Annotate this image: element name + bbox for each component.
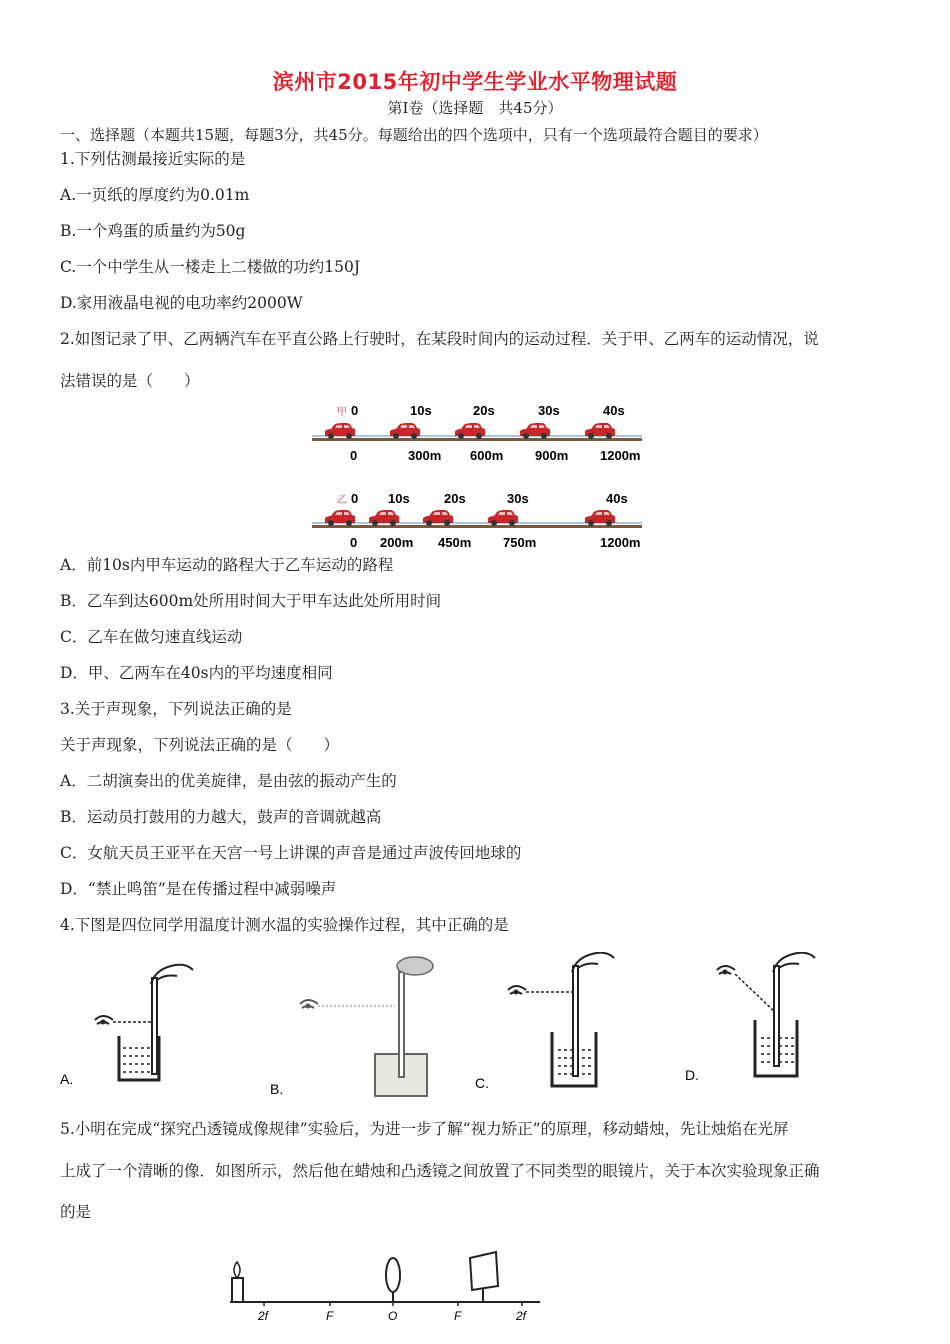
car-a-dist-4: 1200m (600, 448, 641, 463)
q3-stem: 3.关于声现象，下列说法正确的是 (60, 700, 292, 718)
q1-option-c: C.一个中学生从一楼走上二楼做的功约150J (60, 258, 361, 276)
car-a-time-2: 20s (473, 403, 495, 418)
q1-option-d: D.家用液晶电视的电功率约2000W (60, 294, 303, 312)
q4-figure-b (300, 957, 433, 1096)
q4-label-c: C. (475, 1075, 489, 1091)
axis-label-o: O (388, 1309, 398, 1323)
q4-figure-a (95, 965, 193, 1080)
car-b-dist-1: 200m (380, 535, 414, 550)
car-a-time-1: 10s (410, 403, 432, 418)
q4-thermometer-figure (55, 952, 875, 1102)
car-a-dist-2: 600m (470, 448, 504, 463)
car-a-0 (325, 423, 355, 439)
car-a-time-0: 0 (351, 403, 359, 418)
q4-figure-c (508, 953, 614, 1086)
q2-option-d: D．甲、乙两车在40s内的平均速度相同 (60, 664, 333, 682)
car-a-1 (390, 423, 420, 439)
car-a-2 (455, 423, 485, 439)
candle (232, 1262, 243, 1302)
q5-stem-line3: 的是 (60, 1203, 92, 1221)
q5-stem-line1: 5.小明在完成“探究凸透镜成像规律”实验后，为进一步了解“视力矫正”的原理，移动蜡烛，先让烛焰在光屏 (60, 1120, 789, 1138)
q1-option-b: B.一个鸡蛋的质量约为50g (60, 222, 246, 240)
q5-optical-bench-figure (220, 1250, 550, 1344)
q5-stem-line2: 上成了一个清晰的像．如图所示，然后他在蜡烛和凸透镜之间放置了不同类型的眼镜片，关于本次实验现象正确 (60, 1162, 820, 1180)
car-b-4 (585, 510, 615, 526)
car-b-time-2: 20s (444, 491, 466, 506)
q4-label-d: D. (685, 1067, 699, 1083)
car-b-dist-4: 1200m (600, 535, 641, 550)
q3-option-c: C．女航天员王亚平在天宫一号上讲课的声音是通过声波传回地球的 (60, 844, 522, 862)
car-b-time-1: 10s (388, 491, 410, 506)
car-b-dist-3: 750m (503, 535, 537, 550)
car-a-time-4: 40s (603, 403, 625, 418)
q2-option-a: A．前10s内甲车运动的路程大于乙车运动的路程 (60, 556, 394, 574)
axis-label-2f-right: 2f (516, 1309, 527, 1323)
q2-car-motion-figure (310, 398, 650, 550)
car-b-time-3: 30s (507, 491, 529, 506)
exam-title: 滨州市2015年初中学生学业水平物理试题 (272, 70, 678, 94)
axis-label-2f-left: 2f (258, 1309, 269, 1323)
q1-option-a: A.一页纸的厚度约为0.01m (60, 186, 250, 204)
axis-label-f-right: F (454, 1309, 462, 1323)
q3-option-b: B．运动员打鼓用的力越大，鼓声的音调就越高 (60, 808, 382, 826)
q4-figure-d (717, 953, 815, 1076)
section-heading: 一、选择题（本题共15题，每题3分，共45分。每题给出的四个选项中，只有一个选项最符合题目的要求） (60, 126, 768, 144)
axis-label-f-left: F (326, 1309, 334, 1323)
q2-stem-line1: 2.如图记录了甲、乙两辆汽车在平直公路上行驶时，在某段时间内的运动过程．关于甲、乙两车的运动情况，说 (60, 330, 819, 348)
car-a-dist-3: 900m (535, 448, 569, 463)
car-b-label: 乙 (337, 495, 347, 506)
car-a-label: 甲 (337, 407, 347, 418)
car-b-2 (423, 510, 453, 526)
car-a-3 (520, 423, 550, 439)
q2-option-b: B．乙车到达600m处所用时间大于甲车达此处所用时间 (60, 592, 442, 610)
convex-lens (386, 1258, 400, 1302)
light-screen (470, 1252, 498, 1302)
car-a-dist-0: 0 (350, 448, 358, 463)
car-b-1 (369, 510, 399, 526)
exam-subtitle: 第Ⅰ卷（选择题 共45分） (387, 99, 563, 117)
q3-option-a: A．二胡演奏出的优美旋律，是由弦的振动产生的 (60, 772, 397, 790)
car-b-time-0: 0 (351, 491, 359, 506)
q1-stem: 1.下列估测最接近实际的是 (60, 150, 246, 168)
car-a-4 (585, 423, 615, 439)
car-a-dist-1: 300m (408, 448, 442, 463)
car-b-0 (325, 510, 355, 526)
q3-stem-repeat: 关于声现象，下列说法正确的是（ ） (60, 736, 340, 754)
car-b-time-4: 40s (606, 491, 628, 506)
q4-label-a: A. (60, 1071, 74, 1087)
q2-option-c: C．乙车在做匀速直线运动 (60, 628, 243, 646)
q3-option-d: D．“禁止鸣笛”是在传播过程中减弱噪声 (60, 880, 337, 898)
q2-stem-line2: 法错误的是（ ） (60, 372, 200, 390)
car-b-dist-2: 450m (438, 535, 472, 550)
car-b-3 (488, 510, 518, 526)
car-b-dist-0: 0 (350, 535, 358, 550)
car-a-time-3: 30s (538, 403, 560, 418)
q4-label-b: B. (270, 1081, 284, 1097)
q4-stem: 4.下图是四位同学用温度计测水温的实验操作过程，其中正确的是 (60, 916, 509, 934)
